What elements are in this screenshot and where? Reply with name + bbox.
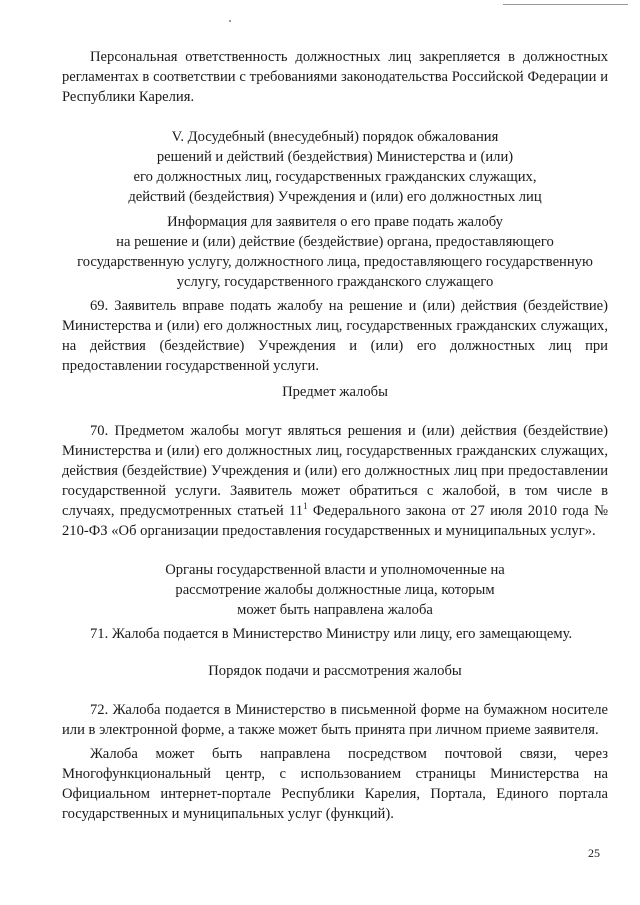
heading-line: Информация для заявителя о его праве подать жалобу	[167, 214, 503, 230]
paragraph-70-text-end: Федерального закона от 27 июля 2010 года № 210-ФЗ «Об организации предоставления государственных и муниципальных услуг».	[62, 503, 608, 539]
section-v-heading	[62, 127, 608, 207]
info-heading	[62, 212, 608, 292]
heading-line: рассмотрение жалобы должностные лица, которым	[175, 582, 495, 598]
heading-line: на решение и (или) действие (бездействие) органа, предоставляющего	[116, 234, 554, 250]
heading-line: его должностных лиц, государственных гражданских служащих,	[133, 169, 537, 185]
paragraph-70-text: 70. Предметом жалобы могут являться решения и (или) действия (бездействие) Министерства и (или) его должностных лиц, государственных гражданских служащих, действия (бездействие) Учреждения и (или) его должностных лиц при предоставлении государственной услуги. Заявитель может обратиться с жалобой, в том числе в случаях, предусмотренных статьей 11	[62, 423, 608, 519]
procedure-heading: Порядок подачи и рассмотрения жалобы	[208, 663, 462, 679]
paragraph-responsibility: Персональная ответственность должностных лиц закрепляется в должностных регламентах в соответствии с требованиями законодательства Российской Федерации и Республики Карелия.	[62, 49, 608, 105]
article-superscript: 1	[303, 501, 308, 512]
heading-line: может быть направлена жалоба	[237, 602, 433, 618]
paragraph-70	[62, 421, 608, 541]
heading-line: услугу, государственного гражданского служащего	[176, 274, 494, 290]
page-number: 25	[588, 846, 600, 860]
heading-line: государственную услугу, должностного лица, предоставляющего государственную	[77, 254, 593, 270]
organs-heading	[62, 560, 608, 620]
subject-heading: Предмет жалобы	[282, 384, 388, 400]
paragraph-71: 71. Жалоба подается в Министерство Министру или лицу, его замещающему.	[90, 626, 573, 642]
paragraph-72: 72. Жалоба подается в Министерство в письменной форме на бумажном носителе или в электронной форме, а также может быть принята при личном приеме заявителя.	[62, 702, 608, 738]
heading-line: Органы государственной власти и уполномоченные на	[165, 562, 505, 578]
heading-line: действий (бездействия) Учреждения и (или) его должностных лиц	[128, 189, 542, 205]
heading-line: решений и действий (бездействия) Министерства и (или)	[156, 149, 514, 165]
scan-speck	[229, 20, 231, 22]
heading-line: V. Досудебный (внесудебный) порядок обжалования	[171, 129, 499, 145]
paragraph-72-continued: Жалоба может быть направлена посредством почтовой связи, через Многофункциональный центр, с использованием страницы Министерства на Официальном интернет-портале Республики Карелия, Портала, Единого портала государственных и муниципальных услуг (функций).	[62, 746, 608, 822]
scan-edge-line	[503, 4, 628, 5]
paragraph-69: 69. Заявитель вправе подать жалобу на решение и (или) действия (бездействие) Министерства и (или) его должностных лиц, государственных гражданских служащих, на действия (бездействие) Учреждения и (или) его должностных лиц при предоставлении государственной услуги.	[62, 298, 608, 374]
